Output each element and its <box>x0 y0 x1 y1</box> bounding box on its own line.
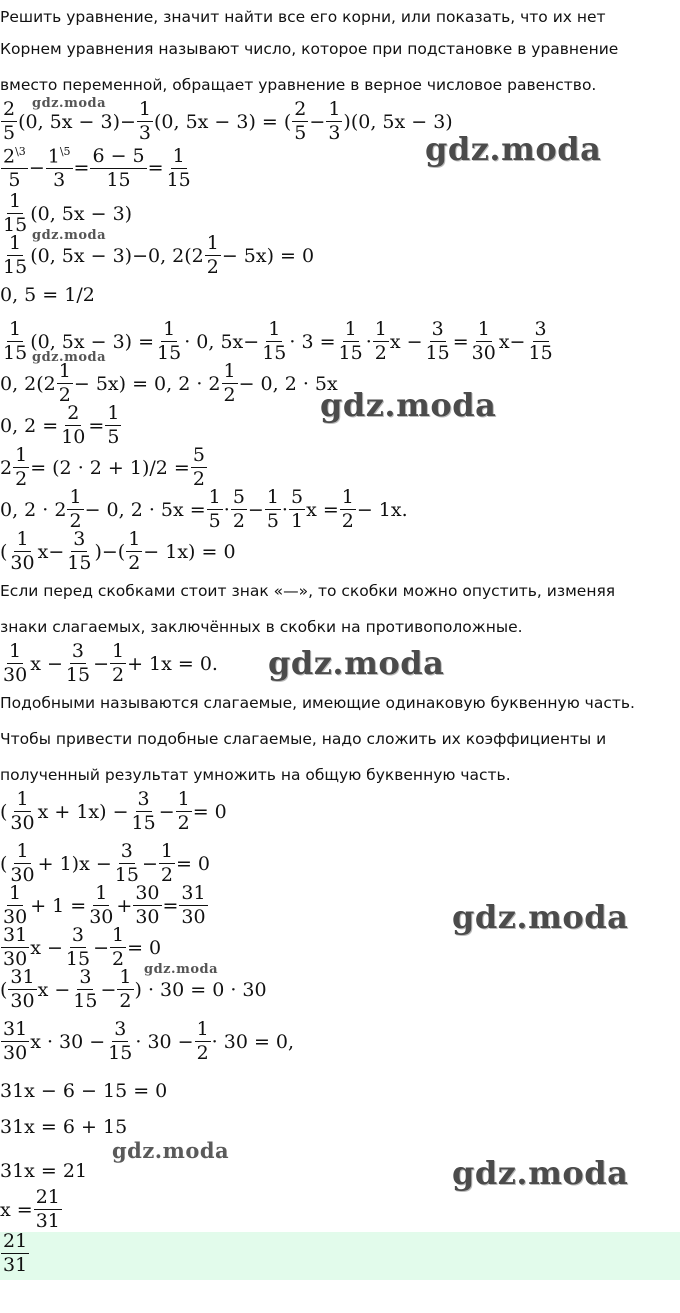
fraction: $\frac{21}{31}$ <box>35 1186 60 1232</box>
fraction: 1 2 <box>223 360 236 406</box>
equation-line-13: ( 1 30 x + 1x) − $\frac{3}{15}$ − $\frac{1}{2}$ = 0 <box>0 788 227 834</box>
equation-line-4: 1 15 (0, 5x − 3)−0, 2(2 1 2 − 5x) = 0 <box>3 232 315 278</box>
fraction: 31 30 <box>10 966 35 1012</box>
fraction: 1 2 <box>58 360 71 406</box>
answer-value <box>0 1232 30 1275</box>
fraction: $\frac{1}{15}$ <box>157 318 182 364</box>
fraction: $\frac{1}{2}$ <box>15 444 28 490</box>
fraction: $\frac{1}{30}$ <box>471 318 496 364</box>
fraction: 1 30 <box>3 882 28 928</box>
fraction: $\frac{2}{10}$ <box>61 402 86 448</box>
rule-line-4: Чтобы привести подобные слагаемые, надо сложить их коэффициенты и <box>0 730 607 748</box>
fraction: $\frac{1}{2}$ <box>341 486 354 532</box>
fraction: 1 2 <box>206 232 219 278</box>
fraction: $\frac{3}{15}$ <box>528 318 553 364</box>
watermark: gdz.moda <box>32 228 107 243</box>
fraction: $\frac{3}{15}$ <box>73 966 98 1012</box>
fraction: $\frac{3}{15}$ <box>114 840 139 886</box>
equation-line-9: 2 $\frac{1}{2}$ = (2 · 2 + 1)/2 = $\frac{5}{2}$ <box>0 444 205 490</box>
fraction: 1 15 <box>3 190 28 236</box>
equation-line-10: 0, 2 · 2 1 2 − 0, 2 · 5x = $\frac{1}{5}$ · 5 2 − $\frac{1}{5}$ · 5 1 x = $\frac{1}{2}$ − 1x. <box>0 486 408 532</box>
equation-line-12: 1 30 x − $\frac{3}{15}$ − $\frac{1}{2}$ + 1x = 0. <box>3 640 218 686</box>
rule-line-5: полученный результат умножить на общую буквенную часть. <box>0 766 511 784</box>
fraction: $\frac{1}{2}$ <box>119 966 132 1012</box>
rule-line-3: Подобными называются слагаемые, имеющие одинаковую буквенную часть. <box>0 694 635 712</box>
definition-line-1: Решить уравнение, значит найти все его корни, или показать, что их нет <box>0 8 606 26</box>
equation-line-2: $2^{\backslash 3}$ 5 − $\frac{1^{\backslash 5}}{3}$ = $\frac{6 - 5}{15}$ = $\frac{1}{15}$ <box>3 144 191 192</box>
fraction: 1 30 <box>10 840 35 886</box>
fraction: $\frac{3}{15}$ <box>425 318 450 364</box>
fraction: $\frac{1}{2}$ <box>196 1018 209 1064</box>
fraction: $\frac{6 - 5}{15}$ <box>92 144 145 191</box>
watermark: gdz.moda <box>144 962 219 977</box>
fraction: 31 30 <box>3 924 28 970</box>
fraction: $\frac{1}{15}$ <box>262 318 287 364</box>
equation-line-8: 0, 2 = $\frac{2}{10}$ = $\frac{1}{5}$ <box>0 402 120 448</box>
equation-line-11: ( 1 30 x− $\frac{3}{15}$ )−( 1 2 − 1x) = 0 <box>0 528 236 574</box>
fraction: 31 30 <box>3 1018 28 1064</box>
fraction: $\frac{1}{2}$ <box>111 924 125 970</box>
equation-line-18: 31 30 x · 30 − $\frac{3}{15}$ · 30 − $\frac{1}{2}$ · 30 = 0, <box>3 1018 295 1064</box>
watermark: gdz.moda <box>32 350 107 365</box>
fraction: $\frac{1}{5}$ <box>208 486 221 532</box>
equation-line-17: ( 31 30 x − $\frac{3}{15}$ − $\frac{1}{2}$ ) · 30 = 0 · 30 <box>0 966 267 1012</box>
fraction: 1 2 <box>69 486 82 532</box>
watermark: gdz.moda <box>320 386 497 424</box>
equation-line-19: 31x − 6 − 15 = 0 <box>0 1080 168 1102</box>
watermark: gdz.moda <box>268 644 445 682</box>
fraction: $\frac{1}{5}$ <box>107 402 120 448</box>
fraction: 1 15 <box>3 232 28 278</box>
rule-line-1: Если перед скобками стоит знак «—», то скобки можно опустить, изменяя <box>0 582 616 600</box>
fraction: 1 2 <box>374 318 387 364</box>
equation-line-14: ( 1 30 + 1)x − $\frac{3}{15}$ − $\frac{1}{2}$ = 0 <box>0 840 211 886</box>
rule-line-2: знаки слагаемых, заключённых в скобки на противоположные. <box>0 618 523 636</box>
fraction: $\frac{1}{3}$ <box>328 98 341 144</box>
fraction: $\frac{1}{30}$ <box>89 882 114 928</box>
fraction: 1 30 <box>10 528 35 574</box>
fraction: $\frac{1}{2}$ <box>160 840 173 886</box>
watermark: gdz.moda <box>452 898 629 936</box>
fraction: $\frac{1^{\backslash 5}}{3}$ <box>47 145 71 192</box>
equation-line-22: x = $\frac{21}{31}$ <box>0 1186 60 1232</box>
fraction: $\frac{3}{15}$ <box>67 528 92 574</box>
fraction: $2^{\backslash 3}$ 5 <box>3 145 26 192</box>
fraction: $\frac{1}{5}$ <box>266 486 279 532</box>
fraction: $\frac{3}{15}$ <box>65 640 91 686</box>
fraction: $\frac{3}{15}$ <box>65 924 91 970</box>
fraction: 2 5 <box>294 98 307 144</box>
fraction: $\frac{3}{15}$ <box>131 788 156 834</box>
definition-line-2: Корнем уравнения называют число, которое при подстановке в уравнение <box>0 40 619 58</box>
definition-line-3: вместо переменной, обращает уравнение в верное числовое равенство. <box>0 76 597 94</box>
equation-line-7: 0, 2(2 1 2 − 5x) = 0, 2 · 2 1 2 − 0, 2 · 5x <box>0 360 338 406</box>
fraction: 1 2 <box>128 528 141 574</box>
watermark: gdz.moda <box>425 130 602 168</box>
fraction: 1 15 <box>3 318 28 364</box>
fraction: $\frac{1}{3}$ <box>138 98 151 144</box>
fraction: 1 30 <box>3 640 28 686</box>
fraction: 5 1 <box>290 486 304 532</box>
equation-line-15: 1 30 + 1 = $\frac{1}{30}$ + $\frac{30}{30}$ = $\frac{31}{30}$ <box>3 882 206 928</box>
watermark: gdz.moda <box>32 96 107 111</box>
fraction: $\frac{1}{15}$ <box>338 318 363 364</box>
equation-line-5: 0, 5 = 1/2 <box>0 284 95 306</box>
fraction: $\frac{5}{2}$ <box>192 444 205 490</box>
fraction: $\frac{30}{30}$ <box>135 882 160 928</box>
equation-line-1: 2 5 (0, 5x − 3)− $\frac{1}{3}$ (0, 5x − 3) = ( 2 5 − $\frac{1}{3}$ )(0, 5x − 3) <box>3 98 453 144</box>
equation-line-16: 31 30 x − $\frac{3}{15}$ − $\frac{1}{2}$ = 0 <box>3 924 162 970</box>
fraction: $\frac{1}{2}$ <box>177 788 190 834</box>
fraction: 1 30 <box>10 788 35 834</box>
answer-box <box>0 1232 680 1280</box>
equation-line-6: 1 15 (0, 5x − 3) = $\frac{1}{15}$ · 0, 5x− $\frac{1}{15}$ · 3 = $\frac{1}{15}$ · 1 2 x − $\frac{3}{15}$ = $\frac{1}{30}$ x− $\frac{3}{15}$ <box>3 318 553 364</box>
fraction: 5 2 <box>232 486 245 532</box>
fraction: 2 5 <box>3 98 16 144</box>
fraction: $\frac{3}{15}$ <box>108 1018 133 1064</box>
fraction: $\frac{1}{2}$ <box>111 640 125 686</box>
equation-line-21: 31x = 21 <box>0 1160 88 1182</box>
fraction: $\frac{31}{30}$ <box>181 882 206 928</box>
equation-line-20: 31x = 6 + 15 <box>0 1116 128 1138</box>
watermark: gdz.moda <box>112 1138 230 1163</box>
fraction: $\frac{1}{15}$ <box>166 144 191 191</box>
equation-line-3: 1 15 (0, 5x − 3) <box>3 190 133 236</box>
fraction: 21 31 <box>3 1230 28 1276</box>
watermark: gdz.moda <box>452 1154 629 1192</box>
